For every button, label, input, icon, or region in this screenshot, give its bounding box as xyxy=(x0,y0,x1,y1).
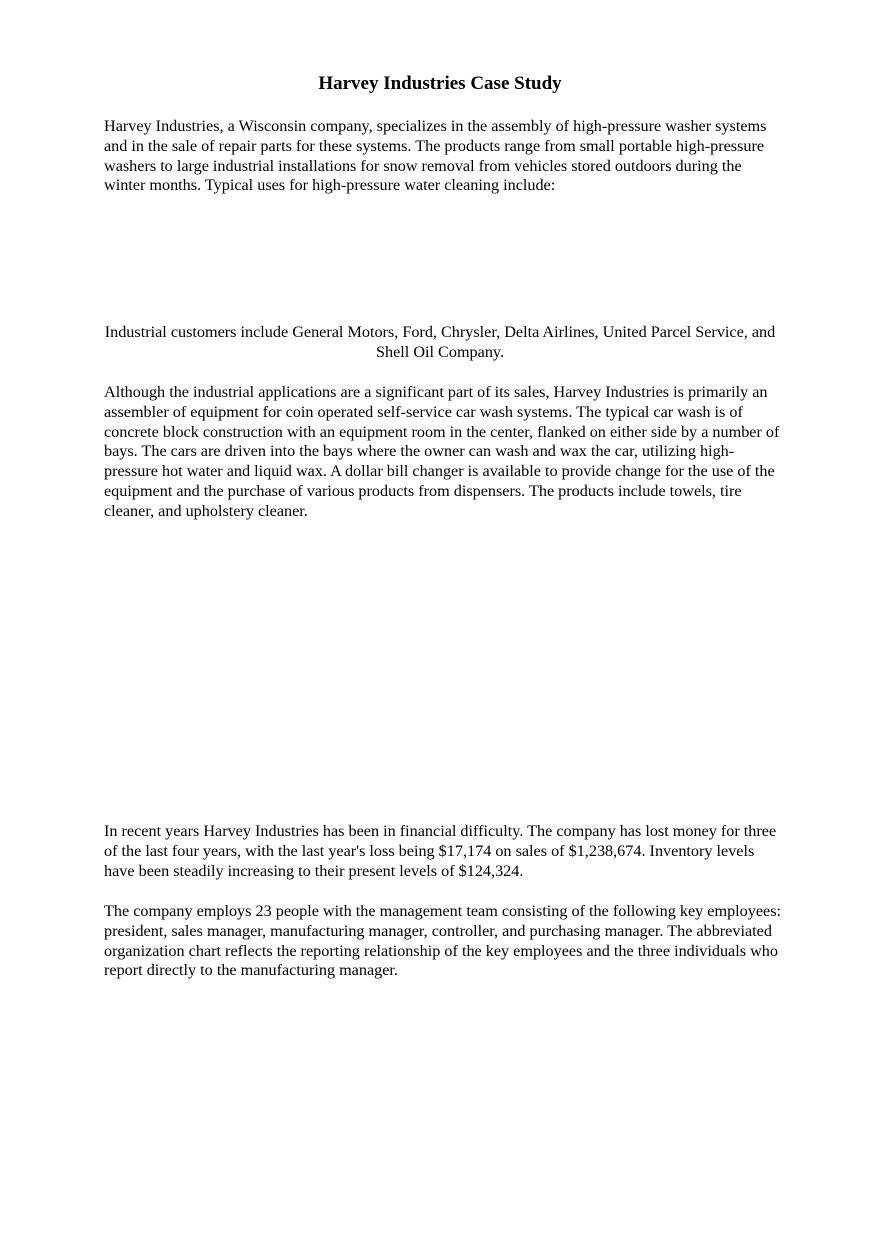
intro-paragraph: Harvey Industries, a Wisconsin company, specializes in the assembly of high-pressure washer systems and in the sale of repair parts for these systems. The products range from small portable high-pressure washers to large industrial installations for snow removal from vehicles stored outdoors during the winter months. Typical uses for high-pressure water cleaning include: xyxy=(104,117,767,195)
customers-paragraph: Industrial customers include General Motors, Ford, Chrysler, Delta Airlines, United Parcel Service, and Shell Oil Company. xyxy=(104,323,776,361)
financial-paragraph: In recent years Harvey Industries has been in financial difficulty. The company has lost money for three of the last four years, with the last year's loss being $17,174 on sales of $1,238,674. Inventory levels have been steadily increasing to their present levels of $124,324. xyxy=(104,822,777,880)
car-wash-paragraph: Although the industrial applications are a significant part of its sales, Harvey Industries is primarily an assembler of equipment for coin operated self-service car wash systems. The typical car wash is of concrete block construction with an equipment room in the center, flanked on either side by a number of bays. The cars are driven into the bays where the owner can wash and wax the car, utilizing high-pressure hot water and liquid wax. A dollar bill changer is available to provide change for the use of the equipment and the purchase of various products from dispensers. The products include towels, tire cleaner, and upholstery cleaner. xyxy=(104,383,780,520)
page-title: Harvey Industries Case Study xyxy=(318,73,562,94)
employees-paragraph: The company employs 23 people with the management team consisting of the following key employees: president, sales manager, manufacturing manager, controller, and purchasing manager. The abbreviated organization chart reflects the reporting relationship of the key employees and the three individuals who report directly to the manufacturing manager. xyxy=(104,902,782,980)
